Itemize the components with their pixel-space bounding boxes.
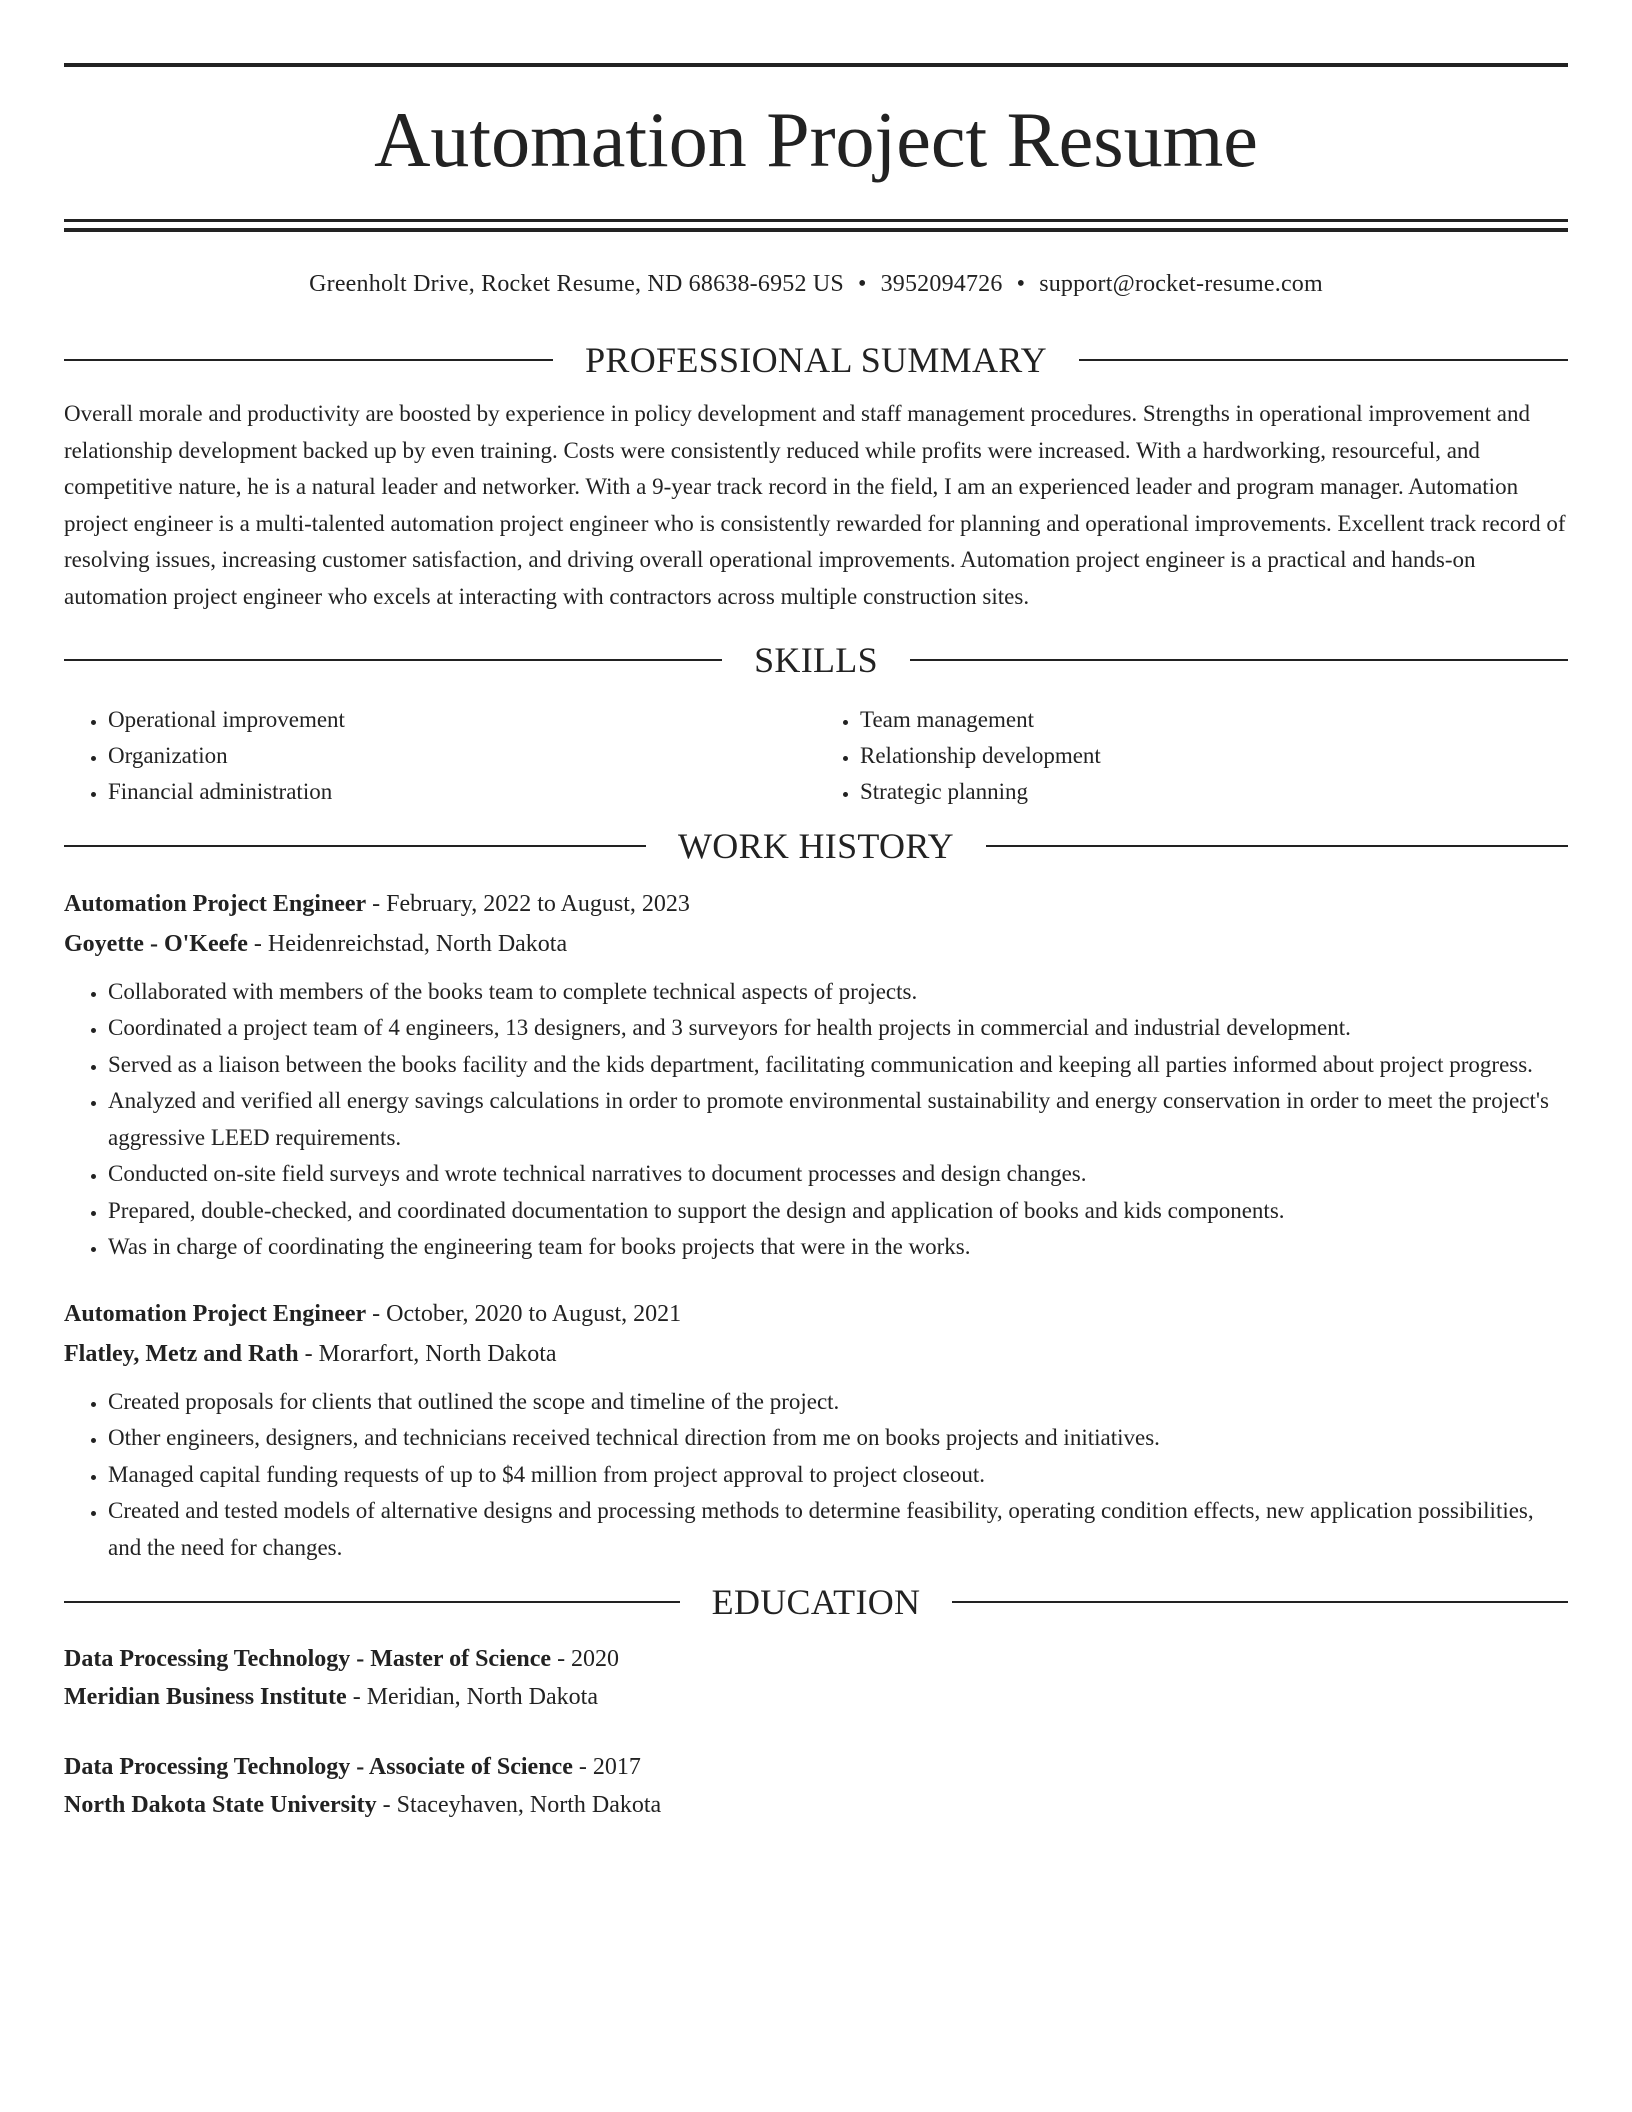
section-heading-work — [64, 824, 1568, 868]
education-entry — [64, 1748, 1568, 1824]
contact-address: Greenholt Drive, Rocket Resume, ND 68638-6952 US — [309, 271, 844, 297]
education-school-line — [64, 1678, 1568, 1716]
heading-rule-left — [64, 359, 553, 361]
education-entry — [64, 1640, 1568, 1716]
job-location: - Heidenreichstad, North Dakota — [247, 930, 568, 957]
contact-email: support@rocket-resume.com — [1039, 271, 1323, 297]
section-heading-summary — [64, 338, 1568, 382]
education-school: North Dakota State University — [64, 1792, 377, 1819]
education-location: - Meridian, North Dakota — [346, 1684, 598, 1711]
education-degree-line — [64, 1748, 1568, 1786]
heading-rule-right — [986, 845, 1568, 847]
job-bullet: • Collaborated with members of the books team to complete technical aspects of projects. — [108, 974, 1568, 1011]
job-bullet: • Served as a liaison between the books facility and the kids department, facilitating communication and keeping all parties informed about project progress. — [108, 1047, 1568, 1084]
top-rule — [64, 63, 1568, 67]
section-heading-education — [64, 1580, 1568, 1624]
section-title: PROFESSIONAL SUMMARY — [585, 340, 1047, 380]
skills-column-right — [816, 702, 1568, 810]
job-bullet: • Created proposals for clients that outlined the scope and timeline of the project. — [108, 1384, 1568, 1421]
job-bullet: • Coordinated a project team of 4 engineers, 13 designers, and 3 surveyors for health projects in commercial and industrial development. — [108, 1010, 1568, 1047]
education-location: - Staceyhaven, North Dakota — [376, 1792, 662, 1819]
job-bullet: • Conducted on-site field surveys and wrote technical narratives to document processes and design changes. — [108, 1156, 1568, 1193]
education-degree: Data Processing Technology - Master of Science — [64, 1646, 552, 1673]
skills-column-left — [64, 702, 816, 810]
job-location: - Morarfort, North Dakota — [298, 1340, 557, 1367]
skills-list — [64, 702, 1568, 810]
skill-item: • Organization — [108, 738, 816, 774]
skill-item: • Operational improvement — [108, 702, 816, 738]
heading-rule-left — [64, 845, 646, 847]
job-bullet: • Analyzed and verified all energy savings calculations in order to promote environmental sustainability and energy conservation in order to meet the project's aggressive LEED requirements. — [108, 1083, 1568, 1156]
resume-title: Automation Project Resume — [374, 96, 1258, 183]
job-bullets — [64, 974, 1568, 1266]
contact-separator: • — [857, 271, 867, 297]
job-bullet: • Other engineers, designers, and technicians received technical direction from me on books projects and initiatives. — [108, 1420, 1568, 1457]
education-year: - 2017 — [572, 1754, 641, 1781]
job-title-line — [64, 884, 1568, 924]
job-company: Goyette - O'Keefe — [64, 930, 248, 957]
education-degree-line — [64, 1640, 1568, 1678]
job-bullet: • Prepared, double-checked, and coordinated documentation to support the design and application of books and kids components. — [108, 1193, 1568, 1230]
contact-phone: 3952094726 — [880, 271, 1003, 297]
education-school: Meridian Business Institute — [64, 1684, 347, 1711]
job-company-line — [64, 1334, 1568, 1374]
section-heading-skills — [64, 638, 1568, 682]
skill-item: • Strategic planning — [860, 774, 1568, 810]
section-title: SKILLS — [754, 639, 878, 680]
education-year: - 2020 — [551, 1646, 620, 1673]
job-bullet: • Created and tested models of alternative designs and processing methods to determine feasibility, operating condition effects, new application possibilities, and the need for changes. — [108, 1493, 1568, 1566]
job-bullets — [64, 1384, 1568, 1567]
skill-item: • Financial administration — [108, 774, 816, 810]
job-bullet: • Was in charge of coordinating the engineering team for books projects that were in the works. — [108, 1229, 1568, 1266]
heading-rule-right — [910, 659, 1568, 661]
job-bullet: • Managed capital funding requests of up to $4 million from project approval to project closeout. — [108, 1457, 1568, 1494]
contact-separator: • — [1016, 271, 1026, 297]
title-double-rule — [64, 219, 1568, 232]
heading-rule-right — [1079, 359, 1568, 361]
job-company-line — [64, 924, 1568, 964]
job-title: Automation Project Engineer — [64, 1300, 367, 1327]
skill-item: • Relationship development — [860, 738, 1568, 774]
skill-item: • Team management — [860, 702, 1568, 738]
job-entry — [64, 1294, 1568, 1567]
job-dates: - October, 2020 to August, 2021 — [366, 1300, 682, 1327]
section-title: WORK HISTORY — [678, 825, 954, 866]
job-title-line — [64, 1294, 1568, 1334]
education-school-line — [64, 1786, 1568, 1824]
heading-rule-right — [952, 1601, 1568, 1603]
heading-rule-left — [64, 659, 722, 661]
job-dates: - February, 2022 to August, 2023 — [366, 890, 690, 917]
job-entry — [64, 884, 1568, 1266]
job-title: Automation Project Engineer — [64, 890, 367, 917]
job-company: Flatley, Metz and Rath — [64, 1340, 299, 1367]
education-degree: Data Processing Technology - Associate of Science — [64, 1754, 573, 1781]
section-title: EDUCATION — [711, 1582, 921, 1623]
summary-text: Overall morale and productivity are boosted by experience in policy development and staff management procedures. Strengths in operational improvement and relationship development backed up by even training. Costs were consistently reduced while profits were increased. With a hardworking, resourceful, and competitive nature, he is a natural leader and networker. With a 9-year track record in the field, I am an experienced leader and program manager. Automation project engineer is a multi-talented automation project engineer who is consistently rewarded for planning and operational improvements. Excellent track record of resolving issues, increasing customer satisfaction, and driving overall operational improvements. Automation project engineer is a practical and hands-on automation project engineer who excels at interacting with contractors across multiple construction sites. — [64, 401, 1566, 609]
contact-line — [64, 268, 1568, 300]
heading-rule-left — [64, 1601, 680, 1603]
